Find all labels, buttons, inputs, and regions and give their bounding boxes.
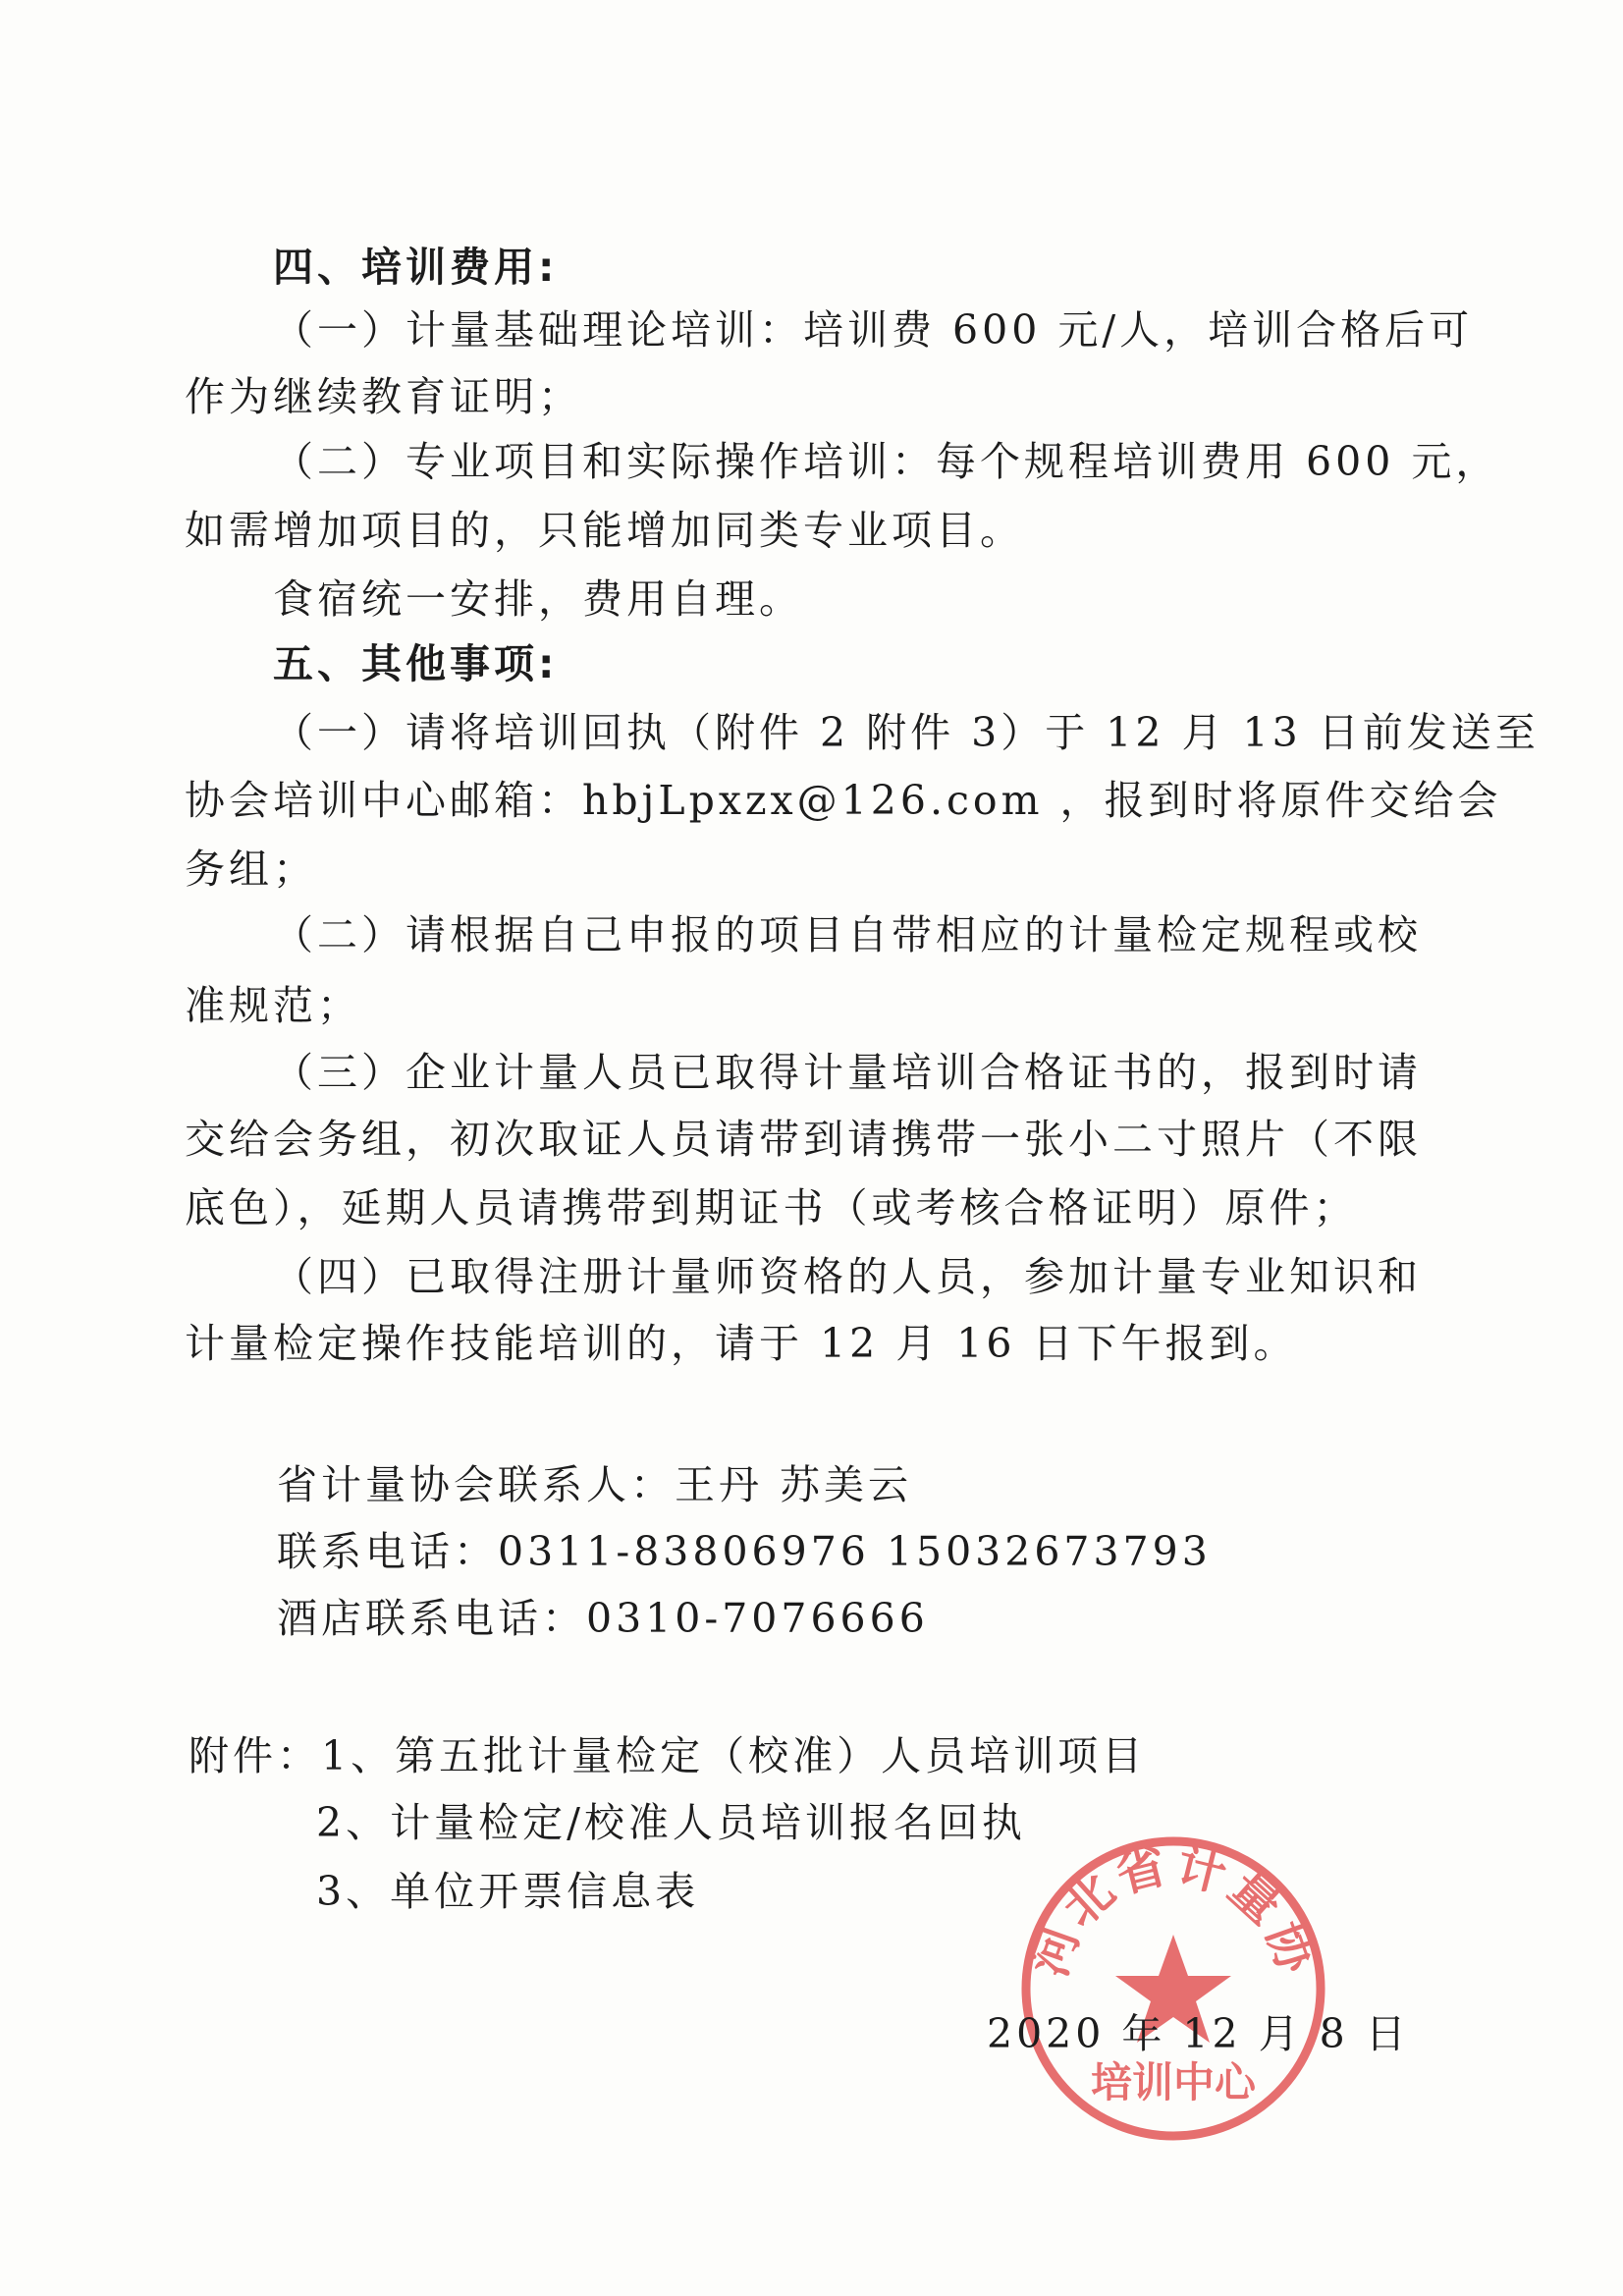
- section5-item4-line2: 计量检定操作技能培训的，请于 12 月 16 日下午报到。: [185, 1320, 1298, 1367]
- section4-item2-line2: 如需增加项目的，只能增加同类专业项目。: [185, 507, 1024, 554]
- official-seal-icon: [1011, 1827, 1335, 2151]
- contact-people: 省计量协会联系人：王丹 苏美云: [277, 1461, 913, 1508]
- section5-item3-line1: （三）企业计量人员已取得计量培训合格证书的，报到时请: [273, 1049, 1422, 1096]
- seal-text-top: 河北省计量协: [1019, 1835, 1327, 1984]
- section4-item1-line1: （一）计量基础理论培训：培训费 600 元/人，培训合格后可: [273, 306, 1474, 354]
- section4-lodging: 食宿统一安排，费用自理。: [273, 575, 803, 623]
- section4-item1-line2: 作为继续教育证明；: [185, 373, 582, 420]
- attachment-item-3: 3、单位开票信息表: [316, 1868, 700, 1915]
- contact-phone: 联系电话：0311-83806976 15032673793: [277, 1528, 1212, 1575]
- section5-heading: 五、其他事项:: [273, 640, 559, 687]
- attachment-item-2: 2、计量检定/校准人员培训报名回执: [316, 1799, 1026, 1846]
- section5-item2-line1: （二）请根据自己申报的项目自带相应的计量检定规程或校: [273, 911, 1422, 958]
- section5-item1-line3: 务组；: [185, 846, 317, 893]
- seal-text-bottom: 培训中心: [1090, 2058, 1257, 2106]
- section5-item3-line3: 底色），延期人员请携带到期证书（或考核合格证明）原件；: [185, 1184, 1358, 1231]
- issue-date: 2020 年 12 月 8 日: [987, 2010, 1410, 2057]
- section5-item2-line2: 准规范；: [185, 982, 361, 1029]
- section5-item1-line2: 协会培训中心邮箱：hbjLpxzx@126.com ，报到时将原件交给会: [185, 777, 1502, 824]
- section5-item1-line1: （一）请将培训回执（附件 2 附件 3）于 12 月 13 日前发送至: [273, 709, 1540, 756]
- hotel-phone: 酒店联系电话：0310-7076666: [277, 1595, 929, 1642]
- section4-item2-line1: （二）专业项目和实际操作培训：每个规程培训费用 600 元，: [273, 438, 1500, 485]
- section5-item4-line1: （四）已取得注册计量师资格的人员，参加计量专业知识和: [273, 1253, 1422, 1300]
- section5-item3-line2: 交给会务组，初次取证人员请带到请携带一张小二寸照片（不限: [185, 1116, 1422, 1163]
- section4-heading: 四、培训费用:: [273, 244, 559, 291]
- attachment-item-1: 附件：1、第五批计量检定（校准）人员培训项目: [189, 1732, 1147, 1779]
